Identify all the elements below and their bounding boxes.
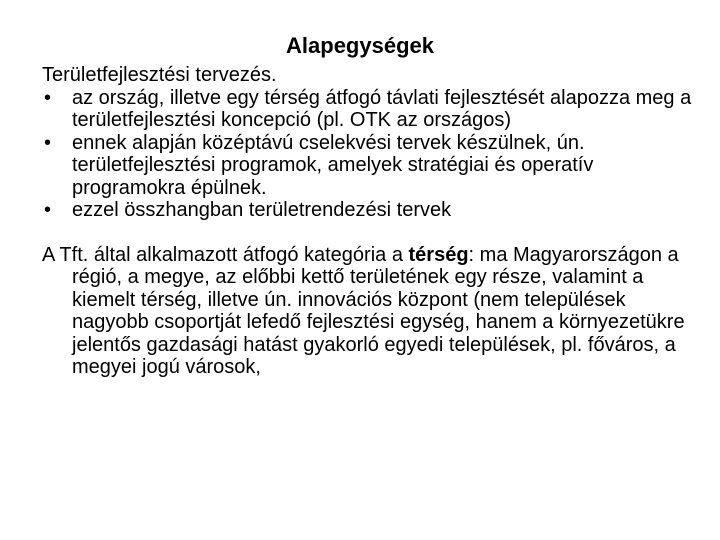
bullet-text: ezzel összhangban területrendezési tervek — [72, 199, 452, 221]
bullet-marker: • — [44, 131, 52, 154]
bullet-item — [42, 87, 692, 132]
bullet-marker: • — [44, 199, 52, 221]
bullet-text: ennek alapján középtávú cselekvési tervek készülnek, ún. területfejlesztési programok, amelyek stratégiai és operatív programokra épülnek. — [72, 131, 594, 199]
slide-title: Alapegységek — [286, 33, 434, 58]
bullet-marker: • — [44, 86, 52, 109]
bullet-text: az ország, illetve egy térség átfogó távlati fejlesztését alapozza meg a területfejlesztési koncepció (pl. OTK az országos) — [72, 86, 692, 131]
bullet-item — [42, 132, 692, 200]
defined-term: térség — [408, 243, 469, 266]
bullet-item — [42, 199, 692, 222]
definition-paragraph — [42, 244, 692, 379]
bullet-list — [42, 87, 692, 222]
slide-body — [42, 64, 692, 379]
definition-text-before: A Tft. által alkalmazott átfogó kategória a — [42, 243, 409, 266]
intro-line: Területfejlesztési tervezés. — [42, 64, 277, 86]
definition-text-after: : ma Magyarországon a régió, a megye, az előbbi kettő területének egy része, valamint a kiemelt térség, illetve ún. innovációs központ (nem települések nagyobb csoportját lefedő fejlesztési egység, hanem a környezetükre jelentős gazdasági hatást gyakorló egyedi települések, pl. főváros, a megyei jogú városok, — [72, 243, 685, 378]
